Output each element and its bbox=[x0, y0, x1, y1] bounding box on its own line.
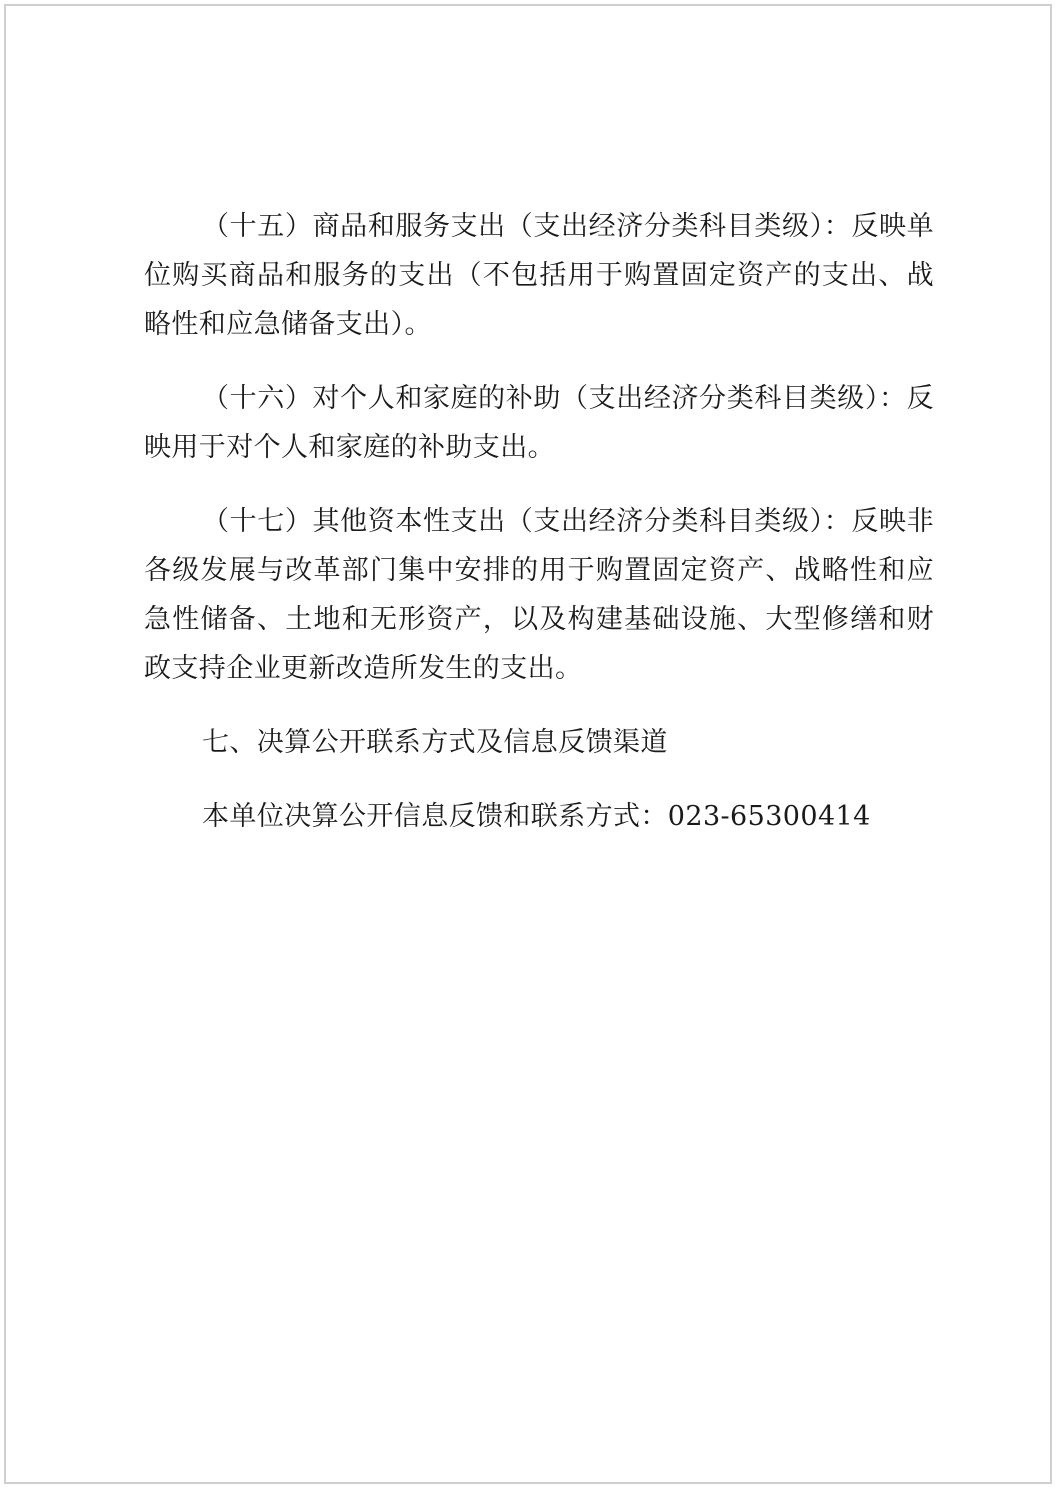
document-body bbox=[144, 202, 934, 841]
paragraph-individual-household-subsidy: （十六）对个人和家庭的补助（支出经济分类科目类级）：反映用于对个人和家庭的补助支出。 bbox=[144, 383, 934, 463]
section-heading-contact: 七、决算公开联系方式及信息反馈渠道 bbox=[202, 727, 668, 758]
paragraph-other-capital-expenditure: （十七）其他资本性支出（支出经济分类科目类级）：反映非各级发展与改革部门集中安排的用于购置固定资产、战略性和应急性储备、土地和无形资产，以及构建基础设施、大型修缮和财政支持企业更新改造所发生的支出。 bbox=[144, 506, 934, 684]
paragraph-goods-services-expenditure: （十五）商品和服务支出（支出经济分类科目类级）：反映单位购买商品和服务的支出（不包括用于购置固定资产的支出、战略性和应急储备支出）。 bbox=[144, 211, 934, 340]
document-page bbox=[4, 4, 1052, 1484]
contact-line: 本单位决算公开信息反馈和联系方式：023-65300414 bbox=[202, 801, 871, 832]
